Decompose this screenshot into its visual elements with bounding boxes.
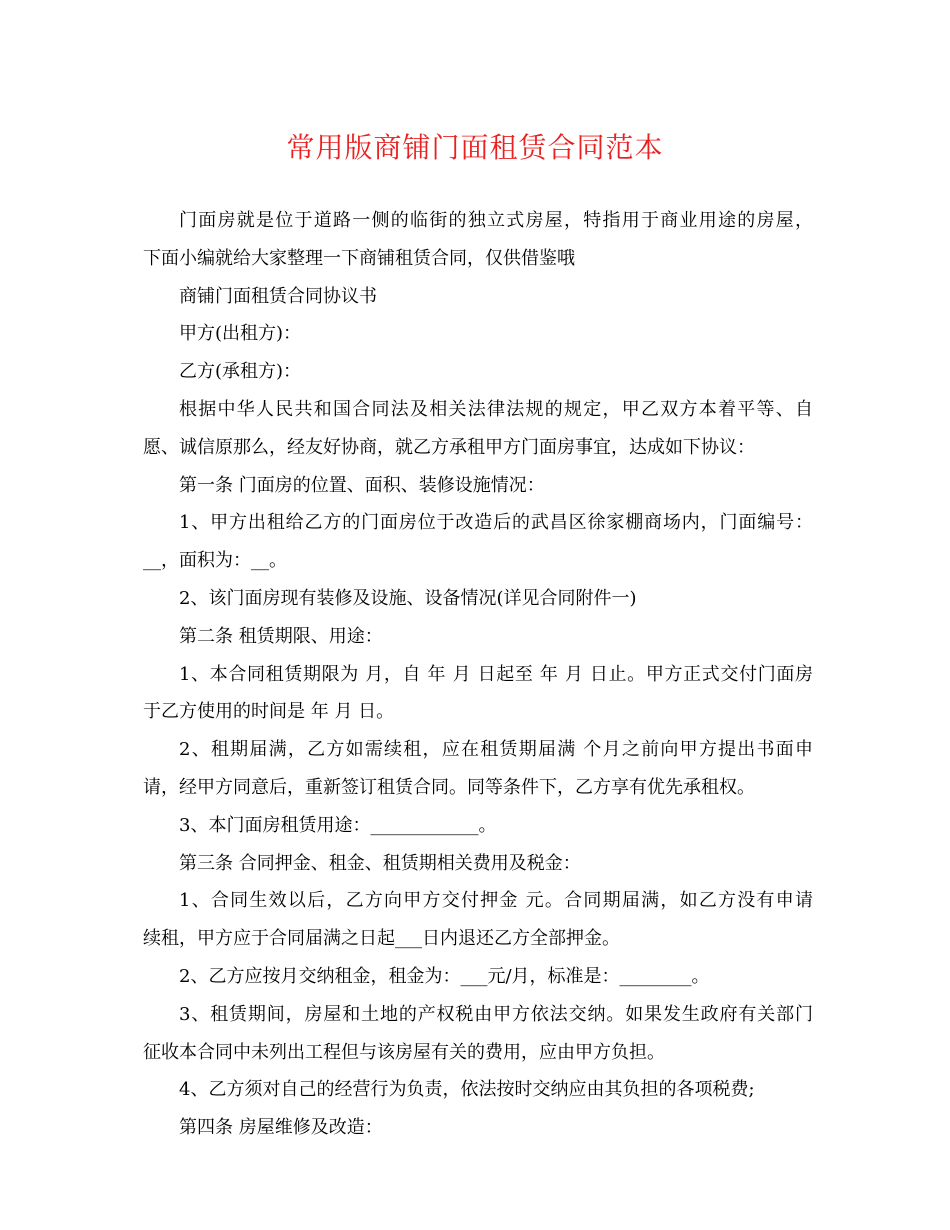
paragraph-line: 2、乙方应按月交纳租金，租金为：___元/月，标准是：________。	[179, 965, 710, 987]
paragraph-line: 商铺门面租赁合同协议书	[179, 285, 377, 307]
paragraph-line: __，面积为：__。	[143, 550, 287, 572]
paragraph-line: 愿、诚信原那么，经友好协商，就乙方承租甲方门面房事宜，达成如下协议：	[143, 436, 755, 458]
paragraph-line: 于乙方使用的时间是 年 月 日。	[143, 701, 395, 723]
section-heading: 第四条 房屋维修及改造：	[179, 1117, 383, 1139]
paragraph-line: 甲方(出租方)：	[179, 323, 302, 345]
paragraph-line: 乙方(承租方)：	[179, 361, 302, 383]
paragraph-line: 根据中华人民共和国合同法及相关法律法规的规定，甲乙双方本着平等、自	[179, 398, 813, 420]
paragraph-line: 4、乙方须对自己的经营行为负责，依法按时交纳应由其负担的各项税费;	[179, 1079, 755, 1101]
paragraph-line: 2、租期届满，乙方如需续租，应在租赁期届满 个月之前向甲方提出书面申	[179, 739, 813, 761]
section-heading: 第二条 租赁期限、用途：	[179, 625, 383, 647]
paragraph-line: 1、甲方出租给乙方的门面房位于改造后的武昌区徐家棚商场内，门面编号：	[179, 512, 813, 534]
section-heading: 第一条 门面房的位置、面积、装修设施情况：	[179, 474, 545, 496]
paragraph-line: 下面小编就给大家整理一下商铺租赁合同，仅供借鉴哦	[143, 247, 575, 269]
section-heading: 第三条 合同押金、租金、租赁期相关费用及税金：	[179, 852, 581, 874]
paragraph-line: 请，经甲方同意后，重新签订租赁合同。同等条件下，乙方享有优先承租权。	[143, 776, 755, 798]
paragraph-line: 3、租赁期间，房屋和土地的产权税由甲方依法交纳。如果发生政府有关部门	[179, 1003, 813, 1025]
paragraph-line: 征收本合同中未列出工程但与该房屋有关的费用，应由甲方负担。	[143, 1041, 665, 1063]
document-body	[143, 202, 813, 1147]
paragraph-line: 3、本门面房租赁用途：____________。	[179, 814, 497, 836]
paragraph-line: 门面房就是位于道路一侧的临街的独立式房屋，特指用于商业用途的房屋，	[179, 210, 813, 231]
paragraph-line: 2、该门面房现有装修及设施、设备情况(详见合同附件一)	[179, 587, 637, 609]
document-title: 常用版商铺门面租赁合同范本	[286, 131, 664, 164]
paragraph-line: 续租，甲方应于合同届满之日起___日内退还乙方全部押金。	[143, 928, 620, 950]
paragraph-line: 1、本合同租赁期限为 月，自 年 月 日起至 年 月 日止。甲方正式交付门面房	[179, 663, 813, 685]
paragraph-line: 1、合同生效以后，乙方向甲方交付押金 元。合同期届满，如乙方没有申请	[179, 890, 813, 912]
